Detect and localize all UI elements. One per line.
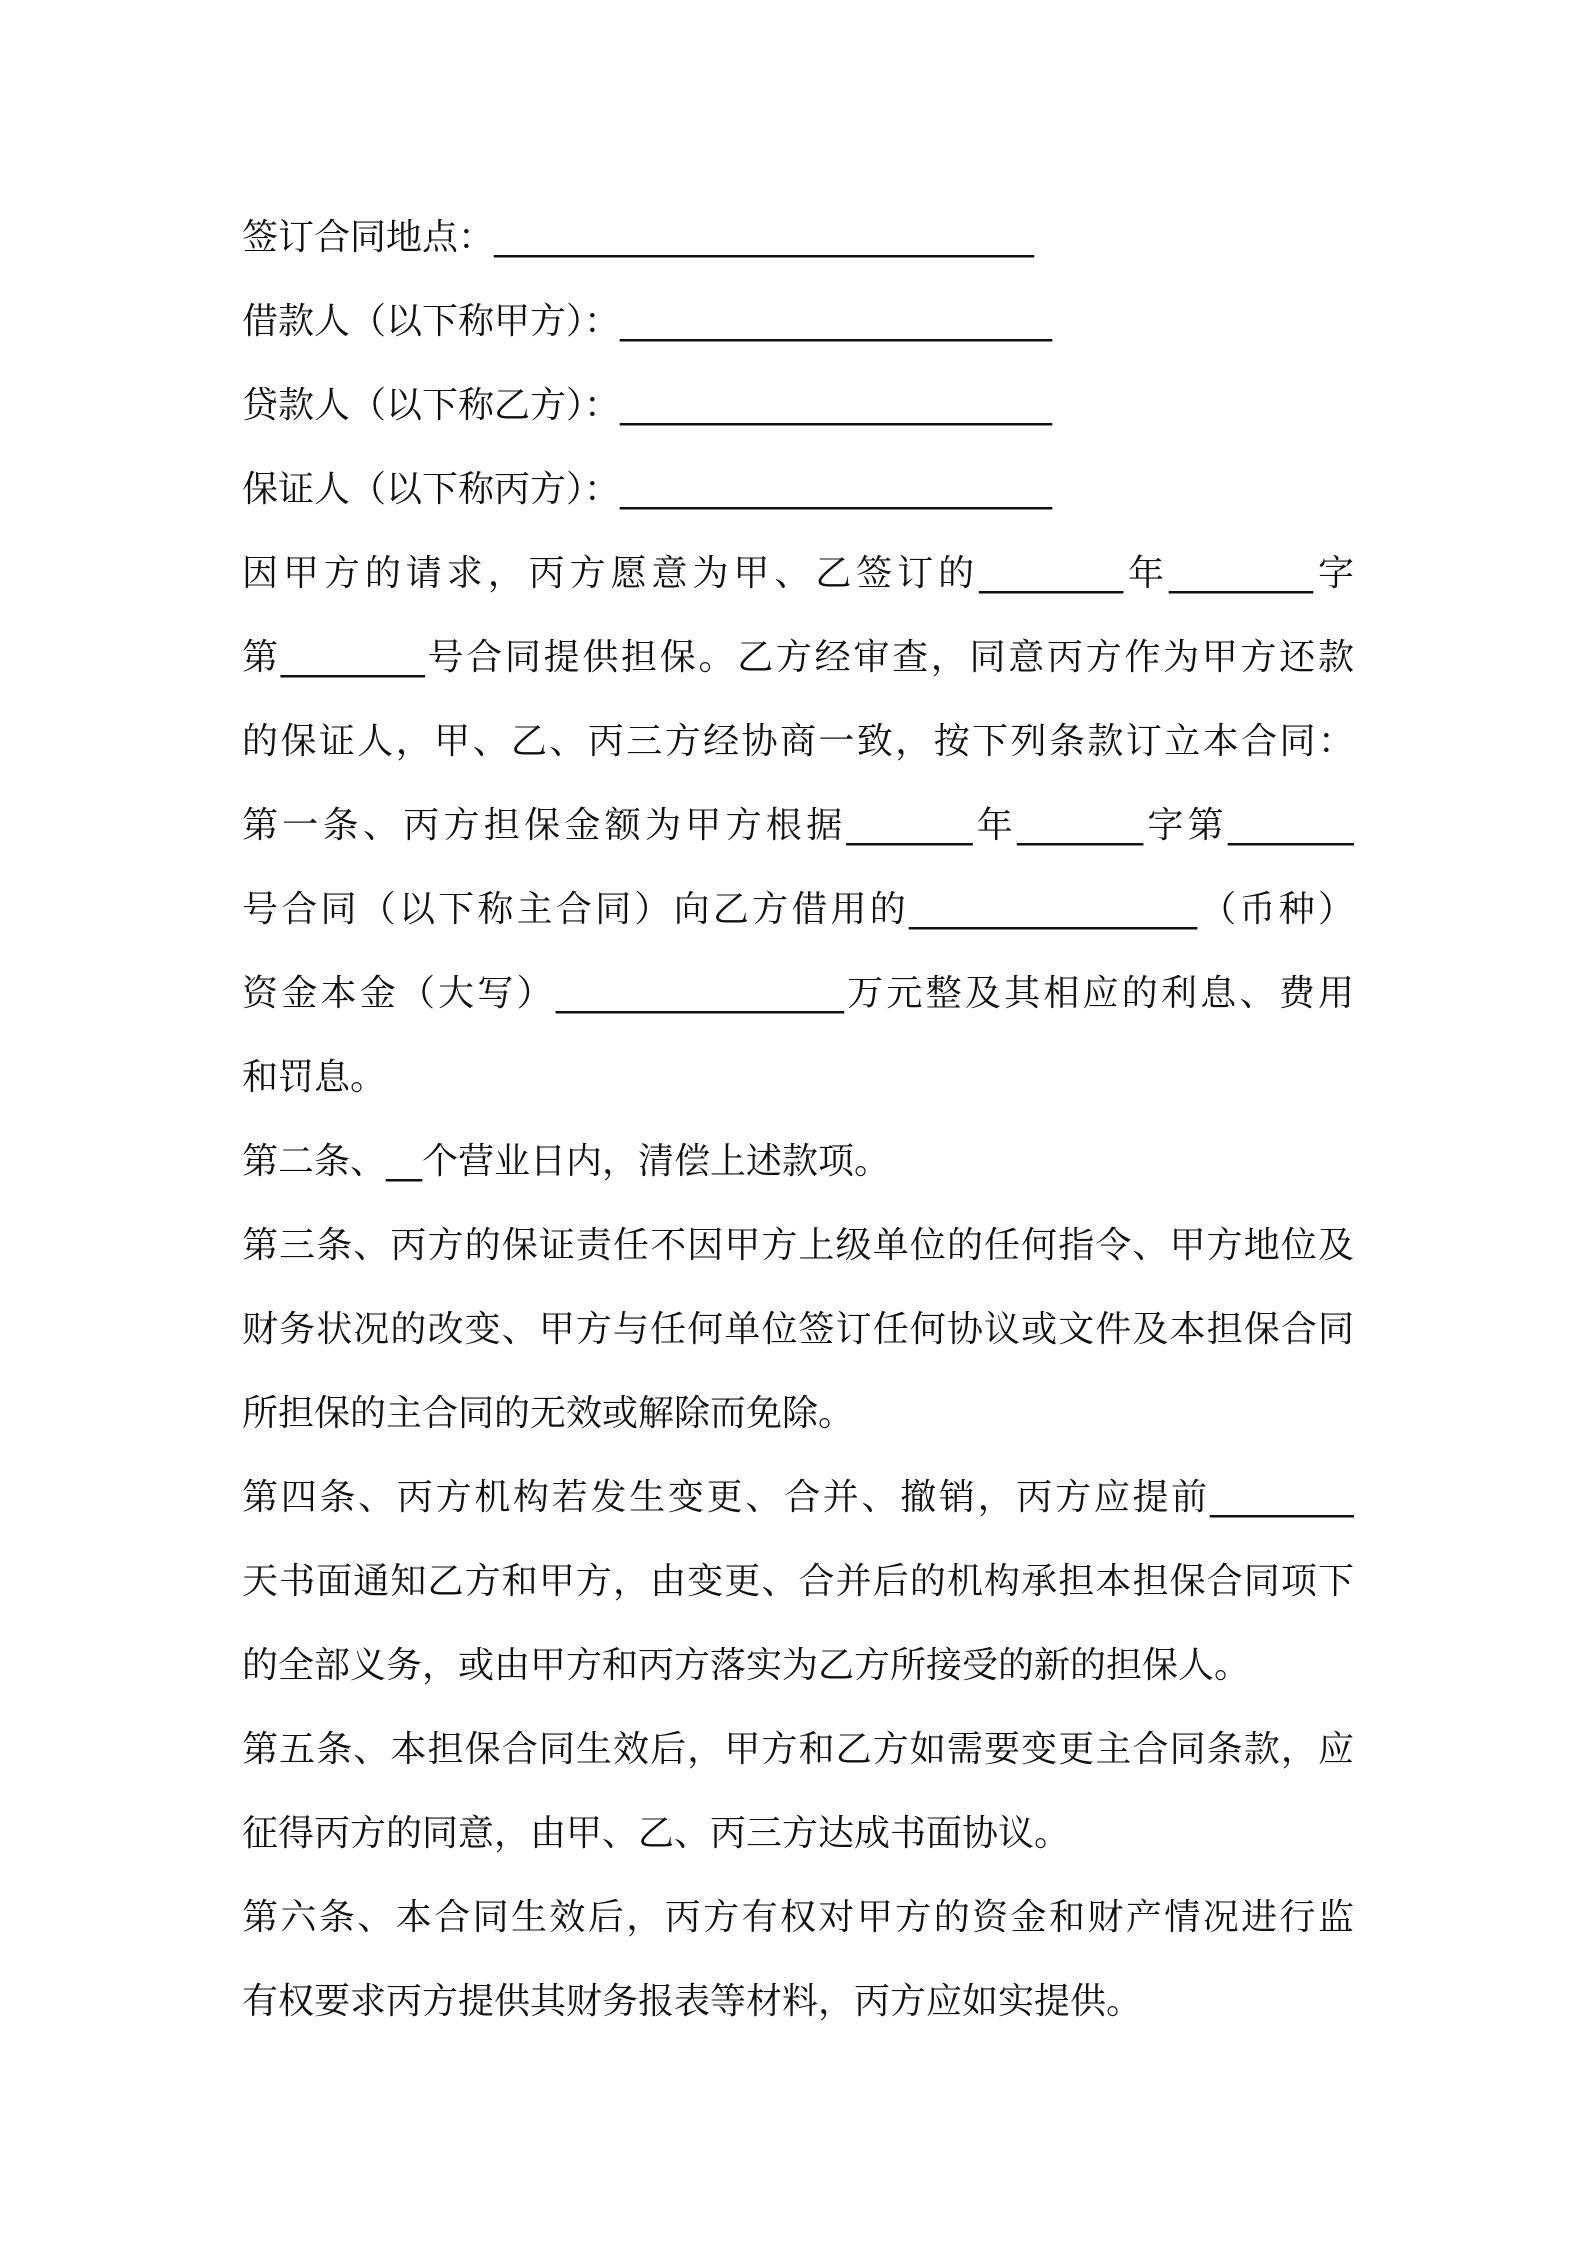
preamble-line-2: 第________号合同提供担保。乙方经审查，同意丙方作为甲方还款: [242, 637, 1354, 678]
article-1-line-1: 第一条、丙方担保金额为甲方根据_______年_______字第_______: [242, 805, 1354, 846]
article-5-line-2: 征得丙方的同意，由甲、乙、丙三方达成书面协议。: [242, 1813, 1071, 1854]
article-1-line-2: 号合同（以下称主合同）向乙方借用的________________（币种）: [242, 889, 1354, 930]
signing-place-line: 签订合同地点：______________________________: [242, 217, 1035, 258]
borrower-line: 借款人（以下称甲方）：________________________: [242, 301, 1053, 342]
article-4-line-3: 的全部义务，或由甲方和丙方落实为乙方所接受的新的担保人。: [242, 1645, 1251, 1686]
article-6-line-1: 第六条、本合同生效后，丙方有权对甲方的资金和财产情况进行监: [242, 1897, 1354, 1938]
article-1-line-4: 和罚息。: [242, 1057, 387, 1098]
article-3-line-1: 第三条、丙方的保证责任不因甲方上级单位的任何指令、甲方地位及: [242, 1225, 1354, 1266]
article-3-line-2: 财务状况的改变、甲方与任何单位签订任何协议或文件及本担保合同: [242, 1309, 1354, 1350]
article-2-line-1: 第二条、__个营业日内，清偿上述款项。: [242, 1141, 891, 1182]
article-6-line-2: 有权要求丙方提供其财务报表等材料，丙方应如实提供。: [242, 1981, 1143, 2022]
article-1-line-3: 资金本金（大写）________________万元整及其相应的利息、费用: [242, 973, 1354, 1014]
guarantor-line: 保证人（以下称丙方）：________________________: [242, 469, 1053, 510]
contract-page: [242, 196, 1354, 2044]
article-3-line-3: 所担保的主合同的无效或解除而免除。: [242, 1393, 855, 1434]
article-5-line-1: 第五条、本担保合同生效后，甲方和乙方如需要变更主合同条款，应: [242, 1729, 1354, 1770]
article-4-line-2: 天书面通知乙方和甲方，由变更、合并后的机构承担本担保合同项下: [242, 1561, 1354, 1602]
preamble-line-1: 因甲方的请求，丙方愿意为甲、乙签订的________年________字: [242, 553, 1354, 594]
article-4-line-1: 第四条、丙方机构若发生变更、合并、撤销，丙方应提前________: [242, 1477, 1354, 1518]
lender-line: 贷款人（以下称乙方）：________________________: [242, 385, 1053, 426]
preamble-line-3: 的保证人，甲、乙、丙三方经协商一致，按下列条款订立本合同：: [242, 721, 1354, 762]
